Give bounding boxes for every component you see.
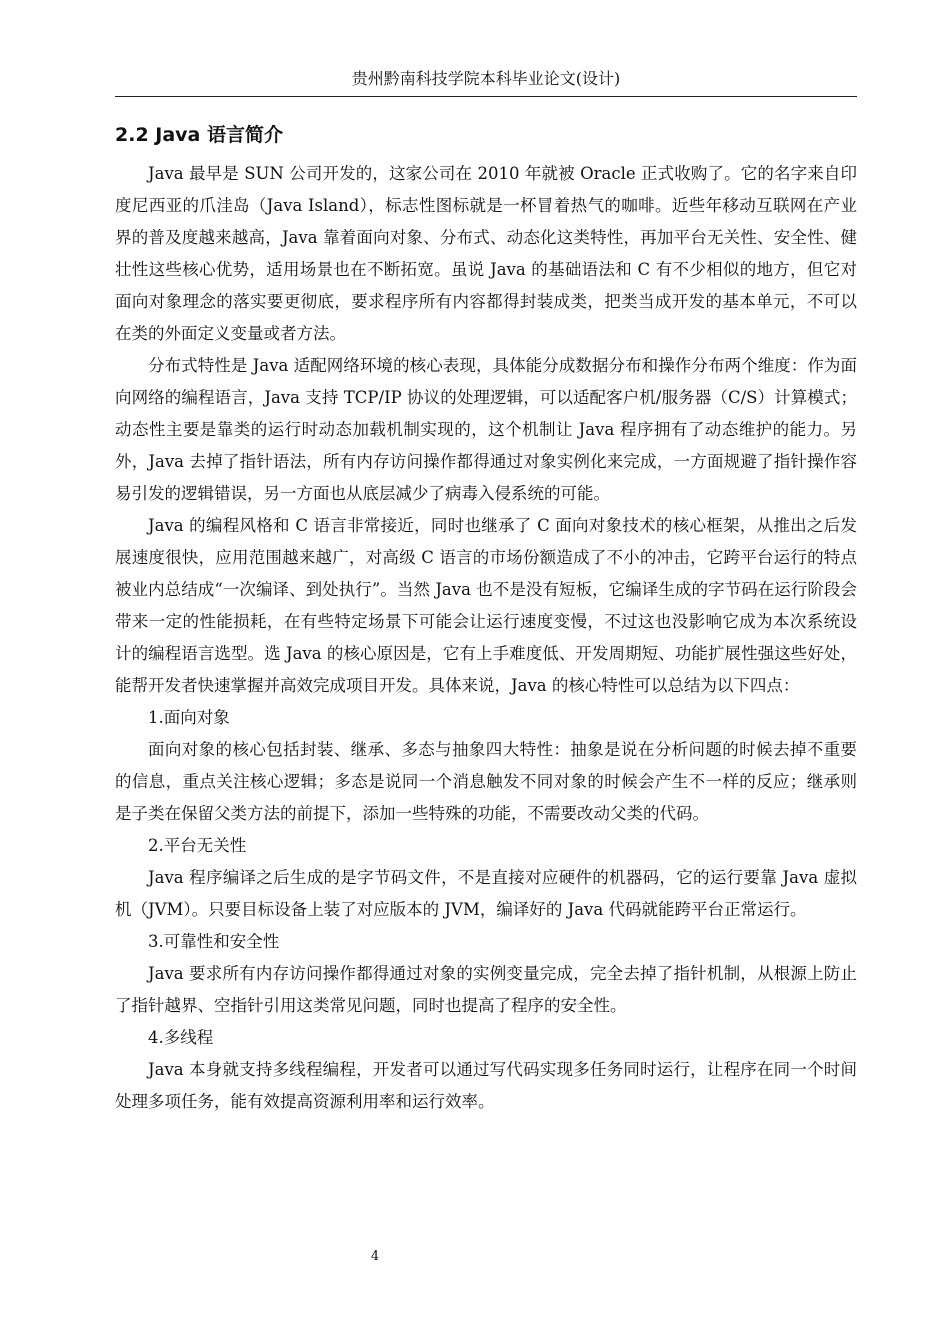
page-number: 4 bbox=[370, 1249, 380, 1264]
subheading-platform: 2.平台无关性 bbox=[148, 836, 247, 855]
paragraph-security: Java 要求所有内存访问操作都得通过对象的实例变量完成，完全去掉了指针机制，从根源上防止了指针越界、空指针引用这类常见问题，同时也提高了程序的安全性。 bbox=[115, 964, 857, 1015]
subheading-multithreading: 4.多线程 bbox=[148, 1028, 214, 1047]
paragraph-style: Java 的编程风格和 C 语言非常接近，同时也继承了 C 面向对象技术的核心框架，从推出之后发展速度很快，应用范围越来越广，对高级 C 语言的市场份额造成了不小的冲击，它跨平台运行的特点被业内总结成“一次编译、到处执行”。当然 Java 也不是没有短板，它编译生成的字节码在运行阶段会带来一定的性能损耗，在有些特定场景下可能会让运行速度变慢，不过这也没影响它成为本次系统设计的编程语言选型。选 Java 的核心原因是，它有上手难度低、开发周期短、功能扩展性强这些好处，能帮开发者快速掌握并高效完成项目开发。具体来说，Java 的核心特性可以总结为以下四点： bbox=[115, 516, 857, 695]
paragraph-multithreading: Java 本身就支持多线程编程，开发者可以通过写代码实现多任务同时运行，让程序在同一个时间处理多项任务，能有效提高资源利用率和运行效率。 bbox=[115, 1060, 857, 1111]
running-header: 贵州黔南科技学院本科毕业论文(设计) bbox=[351, 69, 621, 88]
subheading-oop: 1.面向对象 bbox=[148, 708, 230, 727]
paragraph-distributed: 分布式特性是 Java 适配网络环境的核心表现，具体能分成数据分布和操作分布两个维度：作为面向网络的编程语言，Java 支持 TCP/IP 协议的处理逻辑，可以适配客户机/服务器（C/S）计算模式；动态性主要是靠类的运行时动态加载机制实现的，这个机制让 Java 程序拥有了动态维护的能力。另外，Java 去掉了指针语法，所有内存访问操作都得通过对象实例化来完成，一方面规避了指针操作容易引发的逻辑错误，另一方面也从底层减少了病毒入侵系统的可能。 bbox=[115, 356, 857, 503]
header-rule bbox=[115, 96, 857, 97]
section-title: 2.2 Java 语言简介 bbox=[115, 124, 283, 146]
subheading-security: 3.可靠性和安全性 bbox=[148, 932, 280, 951]
paragraph-intro: Java 最早是 SUN 公司开发的，这家公司在 2010 年就被 Oracle 正式收购了。它的名字来自印度尼西亚的爪洼岛（Java Island），标志性图标就是一杯冒着热气的咖啡。近些年移动互联网在产业界的普及度越来越高，Java 靠着面向对象、分布式、动态化这类特性，再加平台无关性、安全性、健壮性这些核心优势，适用场景也在不断拓宽。虽说 Java 的基础语法和 C 有不少相似的地方，但它对面向对象理念的落实要更彻底，要求程序所有内容都得封装成类，把类当成开发的基本单元，不可以在类的外面定义变量或者方法。 bbox=[115, 164, 857, 343]
page-body bbox=[115, 116, 857, 1118]
paragraph-platform: Java 程序编译之后生成的是字节码文件，不是直接对应硬件的机器码，它的运行要靠 Java 虚拟机（JVM）。只要目标设备上装了对应版本的 JVM，编译好的 Java 代码就能跨平台正常运行。 bbox=[115, 868, 857, 919]
paragraph-oop: 面向对象的核心包括封装、继承、多态与抽象四大特性：抽象是说在分析问题的时候去掉不重要的信息，重点关注核心逻辑；多态是说同一个消息触发不同对象的时候会产生不一样的反应；继承则是子类在保留父类方法的前提下，添加一些特殊的功能，不需要改动父类的代码。 bbox=[115, 740, 857, 823]
